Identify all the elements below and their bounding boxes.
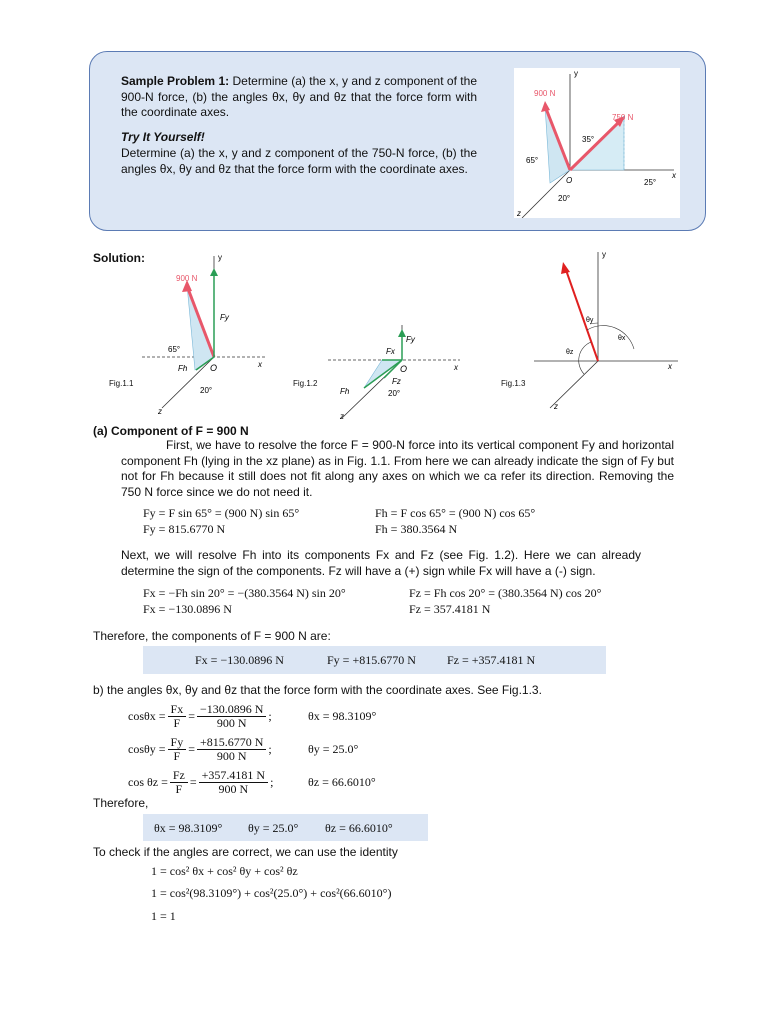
fig3-y-label: y — [602, 250, 606, 259]
fig1-z-label: z — [158, 407, 162, 416]
eq-fz-2: Fz = 357.4181 N — [409, 602, 491, 616]
fig2-fx-label: Fx — [386, 347, 395, 356]
top-25-label: 25° — [644, 178, 657, 187]
fig1-fy-label: Fy — [220, 313, 229, 322]
fig1-caption: Fig.1.1 — [109, 379, 134, 388]
cos-y-frac-1: $\frac{Fy}{F}$ — [168, 736, 187, 763]
cos-theta-z-eq: cos θz = $\frac{Fz}{F}$ = $\frac{+357.4181 N}{900 N}$ ; — [128, 767, 274, 796]
theta-z-result: θz = 66.6010° — [308, 775, 376, 789]
fig2-fy-head — [398, 329, 406, 337]
part-a-paragraph-3: Therefore, the components of F = 900 N are: — [93, 629, 331, 643]
fig1-x-label: x — [258, 360, 262, 369]
cos-y-frac-2: $\frac{+815.6770 N}{900 N}$ — [197, 736, 266, 763]
problem-text: Determine (a) the x, y and z component of the 900-N force, (b) the angles θx, θy and θz that the force form with the coordinate axes. — [121, 74, 477, 119]
part-a-paragraph-1: First, we have to resolve the force F = 900-N force into its vertical component Fy and horizontal component Fh (lying in the xz plane) as in Fig. 1.1. From here we can already indicate the sign of Fy but not for Fh because it still does not fit along any axes on which we ca refer its direction. Removing the 750 N force since we do not need it. — [121, 438, 674, 499]
top-65-label: 65° — [526, 156, 539, 165]
cos-x-frac-1: $\frac{Fx}{F}$ — [168, 703, 187, 730]
fig1-svg — [130, 250, 280, 420]
result-theta-y: θy = 25.0° — [248, 821, 299, 835]
top-900-label: 900 N — [534, 89, 556, 98]
fig3-z-label: z — [554, 402, 558, 411]
eq-fh-2: Fh = 380.3564 N — [375, 522, 458, 536]
top-figure-svg — [514, 68, 680, 218]
fig1-20-label: 20° — [200, 386, 213, 395]
problem-title: Sample Problem 1: — [121, 74, 230, 88]
theta-y-result: θy = 25.0° — [308, 742, 359, 756]
fig3-arrowhead — [561, 262, 570, 274]
fig3-force-arrow — [566, 270, 598, 361]
result-theta-x: θx = 98.3109° — [154, 821, 223, 835]
cos-x-label: cosθx = — [128, 709, 166, 723]
cos-theta-y-eq: cosθy = $\frac{Fy}{F}$ = $\frac{+815.6770 N}{900 N}$ ; — [128, 734, 272, 763]
top-750-label: 750 N — [612, 113, 634, 122]
fig2-fz-label: Fz — [392, 377, 401, 386]
result-fy: Fy = +815.6770 N — [327, 653, 416, 667]
result-theta-z: θz = 66.6010° — [325, 821, 393, 835]
fig3-tx-label: θx — [618, 335, 626, 342]
cos-theta-x-eq: cosθx = $\frac{Fx}{F}$ = $\frac{-130.0896 N}{900 N}$ ; — [128, 701, 272, 730]
figure-1-2 — [320, 320, 470, 420]
fig3-caption: Fig.1.3 — [501, 379, 526, 388]
fig1-z-axis — [162, 357, 214, 408]
therefore-label: Therefore, — [93, 796, 149, 810]
problem-statement — [121, 74, 477, 121]
fig2-fh-label: Fh — [340, 387, 350, 396]
check-paragraph: To check if the angles are correct, we can use the identity — [93, 845, 398, 859]
solution-label: Solution: — [93, 251, 145, 265]
fig2-o-label: O — [400, 364, 408, 374]
eq-fy-2: Fy = 815.6770 N — [143, 522, 226, 536]
cos-z-frac-2: $\frac{+357.4181 N}{900 N}$ — [199, 769, 268, 796]
cos-z-label: cos θz = — [128, 775, 168, 789]
fig1-o-label: O — [210, 363, 218, 373]
fig2-x-label: x — [454, 363, 458, 372]
top-20-label: 20° — [558, 194, 571, 203]
identity-3: 1 = 1 — [151, 909, 176, 923]
result-fx: Fx = −130.0896 N — [195, 653, 284, 667]
fig1-fy-head — [210, 268, 218, 276]
top-figure — [514, 68, 680, 218]
fig3-tz-label: θz — [566, 349, 574, 356]
cos-z-frac-1: $\frac{Fz}{F}$ — [170, 769, 188, 796]
fig2-20-label: 20° — [388, 389, 401, 398]
fig3-z-axis — [550, 361, 598, 408]
theta-x-result: θx = 98.3109° — [308, 709, 377, 723]
figure-1-1 — [130, 250, 280, 420]
eq-fz-1: Fz = Fh cos 20° = (380.3564 N) cos 20° — [409, 586, 602, 600]
result-fz: Fz = +357.4181 N — [447, 653, 536, 667]
top-x-label: x — [672, 171, 676, 180]
top-arrowhead-900 — [541, 101, 550, 112]
figure-1-3 — [530, 248, 690, 413]
eq-fy-1: Fy = F sin 65° = (900 N) sin 65° — [143, 506, 300, 520]
fig2-caption: Fig.1.2 — [293, 379, 318, 388]
fig3-tx-arc — [587, 326, 634, 349]
fig1-65-label: 65° — [168, 345, 181, 354]
part-a-heading: (a) Component of F = 900 N — [93, 424, 249, 438]
top-origin-label: O — [566, 176, 573, 185]
fig3-x-label: x — [668, 362, 672, 371]
eq-fx-2: Fx = −130.0896 N — [143, 602, 232, 616]
top-z-label: z — [517, 209, 521, 218]
part-a-paragraph-2: Next, we will resolve Fh into its components Fx and Fz (see Fig. 1.2). Here we can already determine the sign of the components. Fz will have a (+) sign while Fx will have a (-) sign. — [121, 548, 641, 578]
top-35-label: 35° — [582, 135, 595, 144]
fig3-svg — [530, 248, 690, 413]
cos-x-frac-2: $\frac{-130.0896 N}{900 N}$ — [197, 703, 266, 730]
eq-fh-1: Fh = F cos 65° = (900 N) cos 65° — [375, 506, 536, 520]
identity-2: 1 = cos²(98.3109°) + cos²(25.0°) + cos²(66.6010°) — [151, 886, 392, 900]
eq-fx-1: Fx = −Fh sin 20° = −(380.3564 N) sin 20° — [143, 586, 346, 600]
try-text: Determine (a) the x, y and z component of the 750-N force, (b) the angles θx, θy and θz that the force form with the coordinate axes. — [121, 146, 477, 176]
top-y-label: y — [574, 69, 578, 78]
fig3-ty-label: θy — [586, 317, 594, 324]
part-b-heading: b) the angles θx, θy and θz that the force form with the coordinate axes. See Fig.1.3. — [93, 683, 542, 697]
fig2-fy-label: Fy — [406, 335, 415, 344]
fig1-y-label: y — [218, 253, 222, 262]
fig1-900-label: 900 N — [176, 274, 198, 283]
fig1-fh-label: Fh — [178, 364, 188, 373]
fig2-z-label: z — [340, 412, 344, 420]
try-title: Try It Yourself! — [121, 130, 205, 144]
cos-y-label: cosθy = — [128, 742, 166, 756]
fig2-svg — [320, 320, 470, 420]
identity-1: 1 = cos² θx + cos² θy + cos² θz — [151, 864, 298, 878]
